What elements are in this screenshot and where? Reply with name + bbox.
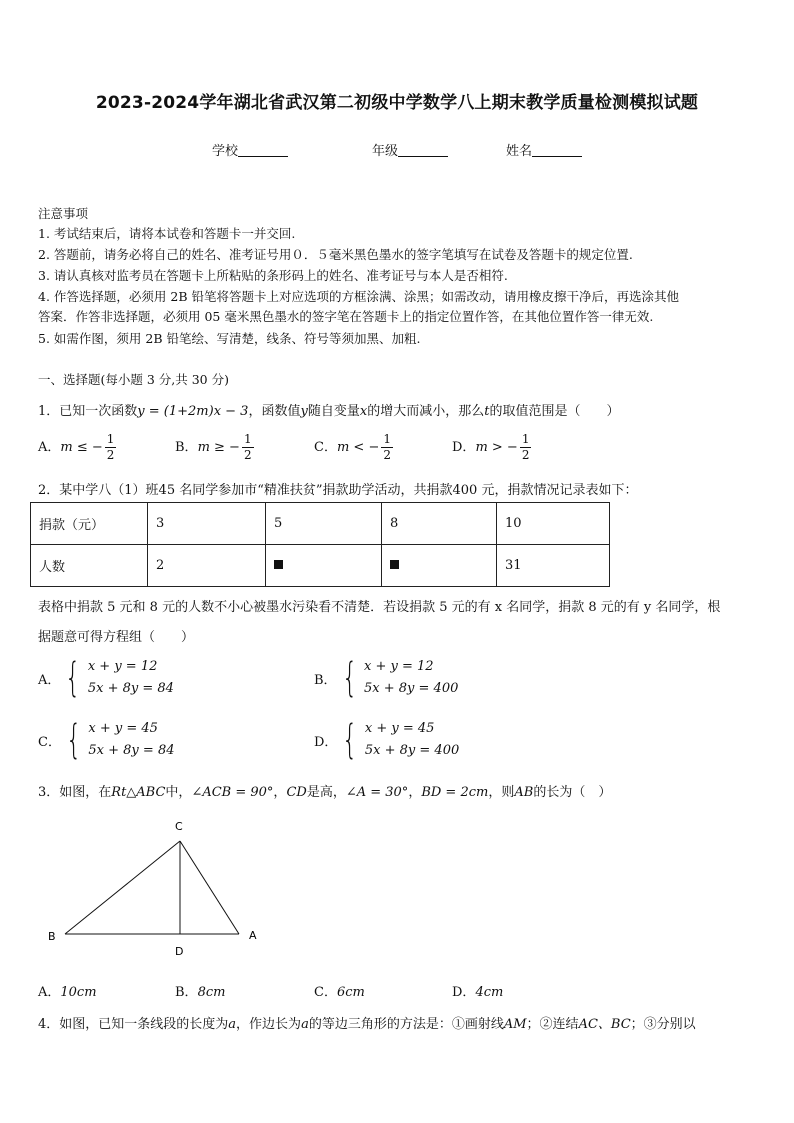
- notice-item: 1. 考试结束后，请将本试卷和答题卡一并交回.: [38, 226, 296, 241]
- question-1-stem: 1．已知一次函数y = (1+2m)x − 3，函数值y随自变量x的增大而减小，那么t的取值范围是（ ）: [38, 404, 620, 419]
- q3-option-c[interactable]: C．6cm: [314, 985, 365, 1000]
- grade-blank[interactable]: [398, 144, 448, 157]
- ink-blot-icon: [390, 560, 399, 569]
- name-field: [506, 140, 582, 159]
- label-b: B: [48, 930, 56, 943]
- ink-blot-icon: [274, 560, 283, 569]
- q3-option-d[interactable]: D．4cm: [452, 985, 504, 1000]
- table-cell: 8: [382, 503, 497, 545]
- school-field: [212, 140, 288, 159]
- fraction: $\frac{1}{2}$: [383, 432, 391, 462]
- fraction: $\frac{1}{2}$: [106, 432, 115, 462]
- question-2-description: 据题意可得方程组（ ）: [38, 630, 195, 645]
- table-row: [31, 545, 610, 587]
- table-cell: 捐款（元）: [31, 503, 148, 545]
- grade-label: 年级: [372, 144, 399, 159]
- brace-icon: {: [342, 717, 358, 763]
- q2-option-b[interactable]: B． { x + y = 12 5x + 8y = 400: [314, 655, 459, 701]
- question-3-stem: 3．如图，在Rt△ABC中，∠ACB = 90°，CD是高，∠A = 30°，BD = 2cm，则AB的长为（ ）: [38, 785, 612, 800]
- q1-option-b[interactable]: B．m ≥ − $\frac{1}{2}$: [175, 432, 252, 462]
- page-title: 2023-2024学年湖北省武汉第二初级中学数学八上期末教学质量检测模拟试题: [95, 93, 699, 113]
- school-blank[interactable]: [238, 144, 288, 157]
- name-blank[interactable]: [532, 144, 582, 157]
- table-cell: 3: [148, 503, 266, 545]
- table-cell: [266, 545, 382, 587]
- table-cell: 5: [266, 503, 382, 545]
- q2-option-a[interactable]: A． { x + y = 12 5x + 8y = 84: [38, 655, 174, 701]
- q1-option-a[interactable]: A．m ≤ − $\frac{1}{2}$: [38, 432, 115, 462]
- side-bc: [65, 841, 180, 934]
- fraction: $\frac{1}{2}$: [243, 432, 252, 462]
- table-cell: 人数: [31, 545, 148, 587]
- section-heading: 一、选择题(每小题 3 分,共 30 分): [38, 372, 229, 387]
- brace-icon: {: [65, 655, 81, 701]
- notice-item: 2. 答题前，请务必将自己的姓名、准考证号用０．５毫米黑色墨水的签字笔填写在试卷及答题卡的规定位置.: [38, 247, 633, 262]
- q3-option-b[interactable]: B．8cm: [175, 985, 226, 1000]
- name-label: 姓名: [506, 144, 533, 159]
- notice-item: 答案．作答非选择题，必须用 05 毫米黑色墨水的签字笔在答题卡上的指定位置作答，在其他位置作答一律无效.: [38, 309, 654, 324]
- notice-item: 3. 请认真核对监考员在答题卡上所粘贴的条形码上的姓名、准考证号与本人是否相符.: [38, 268, 508, 283]
- table-cell: 10: [497, 503, 610, 545]
- brace-icon: {: [66, 717, 82, 763]
- notice-item: 4. 作答选择题，必须用 2B 铅笔将答题卡上对应选项的方框涂满、涂黑；如需改动，请用橡皮擦干净后，再选涂其他: [38, 289, 679, 304]
- side-ca: [180, 841, 239, 934]
- q1-option-c[interactable]: C．m < − $\frac{1}{2}$: [314, 432, 391, 462]
- question-2-description: 表格中捐款 5 元和 8 元的人数不小心被墨水污染看不清楚．若设捐款 5 元的有 x 名同学，捐款 8 元的有 y 名同学，根: [38, 600, 721, 615]
- q2-option-d[interactable]: D． { x + y = 45 5x + 8y = 400: [314, 717, 460, 763]
- table-cell: 2: [148, 545, 266, 587]
- q3-option-a[interactable]: A．10cm: [38, 985, 97, 1000]
- brace-icon: {: [341, 655, 357, 701]
- table-cell: [382, 545, 497, 587]
- label-c: C: [175, 820, 183, 833]
- notice-title: 注意事项: [38, 206, 89, 221]
- table-row: [31, 503, 610, 545]
- q1-option-d[interactable]: D．m > − $\frac{1}{2}$: [452, 432, 530, 462]
- label-a: A: [249, 929, 257, 942]
- notice-item: 5. 如需作图，须用 2B 铅笔绘、写清楚，线条、符号等须加黑、加粗.: [38, 331, 421, 346]
- question-4-stem: 4．如图，已知一条线段的长度为a，作边长为a的等边三角形的方法是：①画射线AM；②连结AC、BC；③分别以: [38, 1017, 696, 1032]
- donation-table: [30, 502, 610, 587]
- q2-option-c[interactable]: C． { x + y = 45 5x + 8y = 84: [38, 717, 175, 763]
- fraction: $\frac{1}{2}$: [521, 432, 530, 462]
- triangle-figure: [38, 815, 278, 965]
- school-label: 学校: [212, 144, 239, 159]
- grade-field: [372, 140, 448, 159]
- table-cell: 31: [497, 545, 610, 587]
- question-2-stem: 2．某中学八（1）班45 名同学参加市“精准扶贫”捐款助学活动，共捐款400 元，捐款情况记录表如下：: [38, 483, 638, 498]
- label-d: D: [175, 945, 184, 958]
